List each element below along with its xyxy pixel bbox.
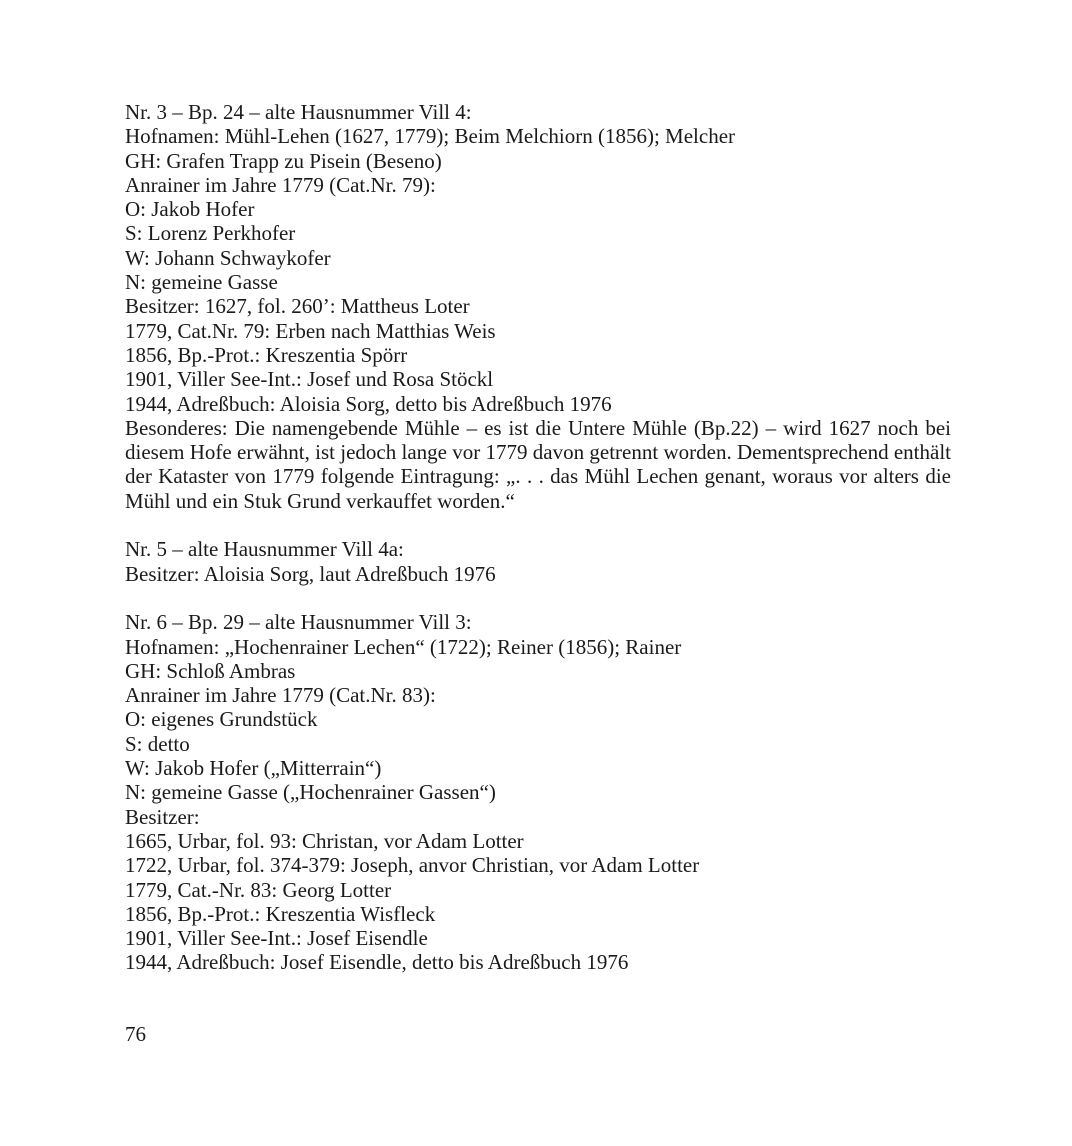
page-body [125, 100, 951, 975]
entry-nr-3 [125, 100, 951, 513]
entry-line: W: Jakob Hofer („Mitterrain“) [125, 756, 382, 781]
page-number: 76 [125, 1022, 146, 1046]
entry-line: O: eigenes Grundstück [125, 707, 318, 732]
entry-line: Besitzer: 1627, fol. 260’: Mattheus Loter [125, 294, 470, 319]
entry-line: 1944, Adreßbuch: Aloisia Sorg, detto bis Adreßbuch 1976 [125, 391, 612, 416]
entry-line: 1779, Cat.-Nr. 83: Georg Lotter [125, 877, 392, 902]
entry-line: 1944, Adreßbuch: Josef Eisendle, detto bis Adreßbuch 1976 [125, 950, 629, 975]
entry-heading: Nr. 6 – Bp. 29 – alte Hausnummer Vill 3: [125, 610, 472, 635]
entry-line: Besitzer: Aloisia Sorg, laut Adreßbuch 1976 [125, 561, 496, 586]
entry-line: 1901, Viller See-Int.: Josef und Rosa Stöckl [125, 367, 494, 392]
entry-spacer [125, 513, 951, 537]
entry-line: 1856, Bp.-Prot.: Kreszentia Spörr [125, 342, 408, 367]
entry-line: Hofnamen: Mühl-Lehen (1627, 1779); Beim Melchiorn (1856); Melcher [125, 124, 736, 149]
entry-line: Besitzer: [125, 804, 200, 829]
entry-line: 1856, Bp.-Prot.: Kreszentia Wisfleck [125, 901, 436, 926]
entry-spacer [125, 586, 951, 610]
entry-line: 1722, Urbar, fol. 374-379: Joseph, anvor Christian, vor Adam Lotter [125, 853, 700, 878]
entry-line: 1901, Viller See-Int.: Josef Eisendle [125, 926, 428, 951]
entry-line: O: Jakob Hofer [125, 197, 255, 222]
entry-line: S: Lorenz Perkhofer [125, 221, 296, 246]
entry-note: Besonderes: Die namengebende Mühle – es ist die Untere Mühle (Bp.22) – wird 1627 noch bei diesem Hofe erwähnt, ist jedoch lange vor 1779 davon getrennt worden. Dementsprechend enthält der Kataster von 1779 folgende Eintragung: „. . . das Mühl Lechen genant, woraus vor alters die Mühl und ein Stuk Grund verkauffet worden.“ [125, 415, 951, 513]
entry-line: GH: Grafen Trapp zu Pisein (Beseno) [125, 148, 442, 173]
entry-heading: Nr. 5 – alte Hausnummer Vill 4a: [125, 537, 404, 562]
entry-line: GH: Schloß Ambras [125, 658, 296, 683]
entry-line: W: Johann Schwaykofer [125, 245, 331, 270]
entry-line: 1665, Urbar, fol. 93: Christan, vor Adam Lotter [125, 828, 524, 853]
entry-line: S: detto [125, 731, 190, 756]
entry-line: Anrainer im Jahre 1779 (Cat.Nr. 83): [125, 683, 436, 708]
entry-nr-5 [125, 537, 951, 586]
entry-nr-6 [125, 610, 951, 974]
entry-line: Anrainer im Jahre 1779 (Cat.Nr. 79): [125, 172, 436, 197]
entry-heading: Nr. 3 – Bp. 24 – alte Hausnummer Vill 4: [125, 100, 472, 124]
entry-line: 1779, Cat.Nr. 79: Erben nach Matthias Weis [125, 318, 496, 343]
entry-line: N: gemeine Gasse [125, 270, 278, 295]
entry-line: Hofnamen: „Hochenrainer Lechen“ (1722); Reiner (1856); Rainer [125, 634, 682, 659]
entry-line: N: gemeine Gasse („Hochenrainer Gassen“) [125, 780, 496, 805]
